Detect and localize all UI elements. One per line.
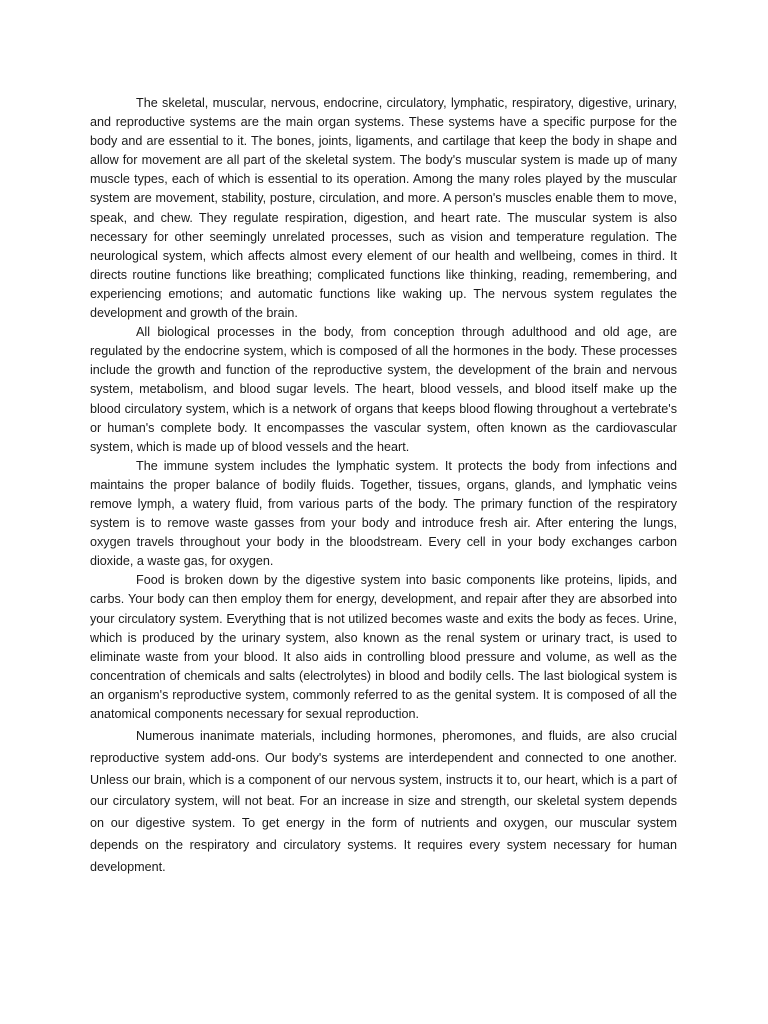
document-page: [90, 94, 677, 879]
paragraph-interdependence: Numerous inanimate materials, including hormones, pheromones, and fluids, are also crucial reproductive system add-ons. Our body's systems are interdependent and connected to one another. Unless our brain, which is a component of our nervous system, instructs it to, our heart, which is a part of our circulatory system, will not beat. For an increase in size and strength, our skeletal system depends on our digestive system. To get energy in the form of nutrients and oxygen, our muscular system depends on the respiratory and circulatory systems. It requires every system necessary for human development.: [90, 729, 677, 874]
paragraph-endocrine-circulatory: All biological processes in the body, from conception through adulthood and old age, are regulated by the endocrine system, which is composed of all the hormones in the body. These processes include the growth and function of the reproductive system, the development of the brain and nervous system, metabolism, and blood sugar levels. The heart, blood vessels, and blood itself make up the blood circulatory system, which is a network of organs that keeps blood flowing throughout a vertebrate's or human's complete body. It encompasses the vascular system, often known as the cardiovascular system, which is made up of blood vessels and the heart.: [90, 325, 677, 454]
paragraph-organ-systems: The skeletal, muscular, nervous, endocrine, circulatory, lymphatic, respiratory, digestive, urinary, and reproductive systems are the main organ systems. These systems have a specific purpose for the body and are essential to it. The bones, joints, ligaments, and cartilage that keep the body in shape and allow for movement are all part of the skeletal system. The body's muscular system is made up of many muscle types, each of which is essential to its operation. Among the many roles played by the muscular system are movement, stability, posture, circulation, and more. A person's muscles enable them to move, speak, and chew. They regulate respiration, digestion, and heart rate. The muscular system is also necessary for other seemingly unrelated processes, such as vision and temperature regulation. The neurological system, which affects almost every element of our health and wellbeing, comes in third. It directs routine functions like breathing; complicated functions like thinking, reading, remembering, and experiencing emotions; and automatic functions like waking up. The nervous system regulates the development and growth of the brain.: [90, 96, 677, 321]
paragraph-immune-respiratory: The immune system includes the lymphatic system. It protects the body from infections and maintains the proper balance of bodily fluids. Together, tissues, organs, glands, and lymphatic veins remove lymph, a watery fluid, from various parts of the body. The primary function of the respiratory system is to remove waste gasses from your body and introduce fresh air. After entering the lungs, oxygen travels throughout your body in the bloodstream. Every cell in your body exchanges carbon dioxide, a waste gas, for oxygen.: [90, 458, 677, 569]
paragraph-digestive-urinary-reproductive: Food is broken down by the digestive system into basic components like proteins, lipids, and carbs. Your body can then employ them for energy, development, and repair after they are absorbed into your circulatory system. Everything that is not utilized becomes waste and exits the body as feces. Urine, which is produced by the urinary system, also known as the renal system or urinary tract, is used to eliminate waste from your blood. It also aids in controlling blood pressure and volume, as well as the concentration of chemicals and salts (electrolytes) in blood and bodily cells. The last biological system is an organism's reproductive system, commonly referred to as the genital system. It is composed of all the anatomical components necessary for sexual reproduction.: [90, 573, 677, 721]
